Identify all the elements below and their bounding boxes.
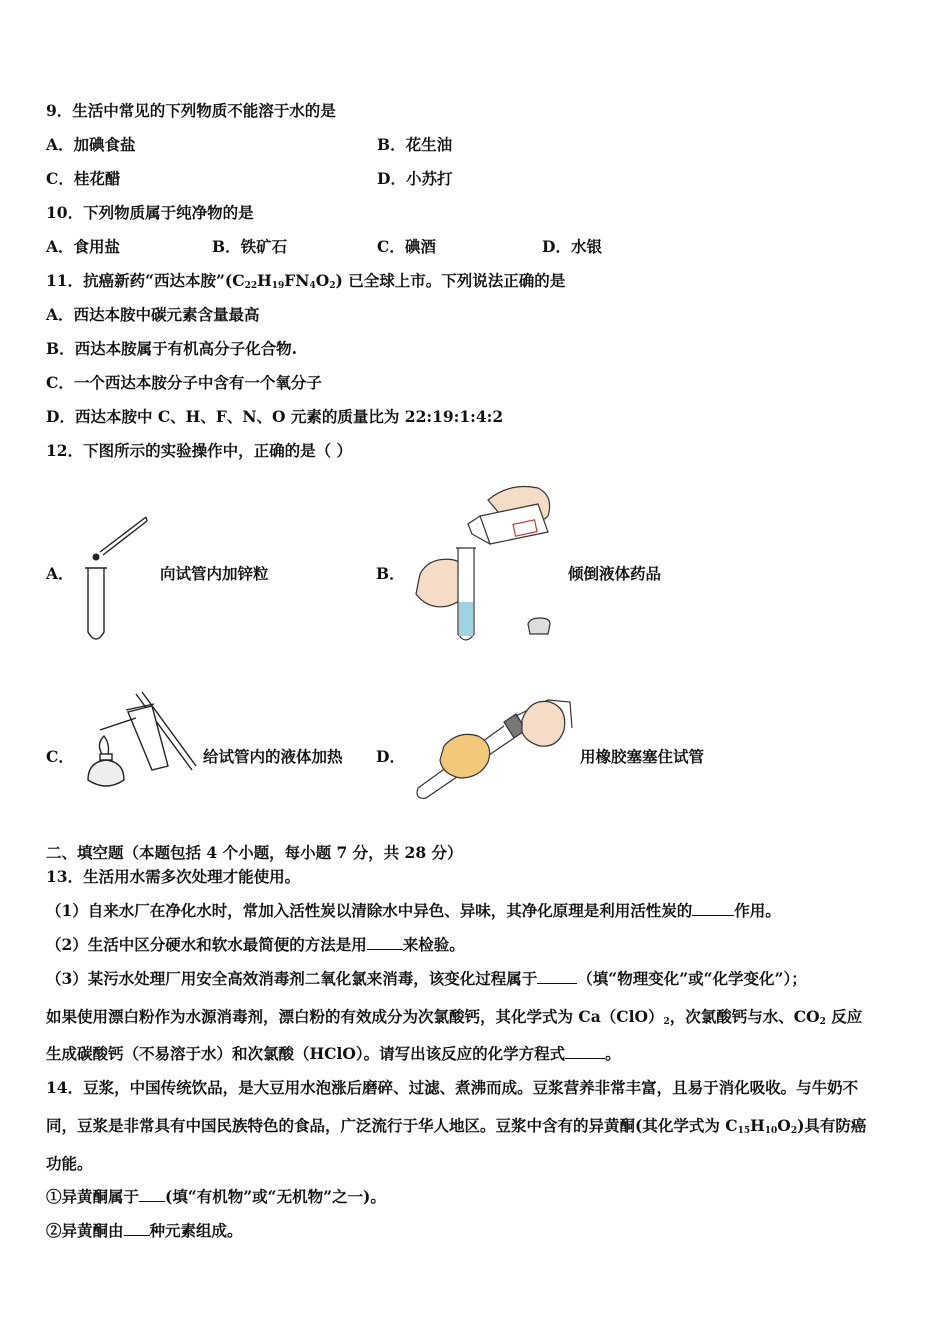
tweezers-test-tube-figure bbox=[76, 512, 156, 647]
pouring-liquid-figure bbox=[410, 482, 560, 647]
answer-blank[interactable] bbox=[537, 969, 577, 984]
q12-b-text: 倾倒液体药品 bbox=[568, 564, 662, 583]
q10-option-c: C．碘酒 bbox=[377, 237, 436, 256]
q13-part2: （2）生活中区分硬水和软水最简便的方法是用 来检验。 bbox=[46, 935, 465, 954]
q13-part3: （3）某污水处理厂用安全高效消毒剂二氧化氯来消毒，该变化过程属于 （填“物理变化”或“化学变化”）； bbox=[46, 969, 807, 988]
q12-b-label: B． bbox=[376, 564, 405, 583]
q13-part3-line3: 生成碳酸钙（不易溶于水）和次氯酸（HClO）。请写出该反应的化学方程式 。 bbox=[46, 1044, 621, 1063]
q10-stem: 10．下列物质属于纯净物的是 bbox=[46, 203, 254, 222]
q11-stem: 11．抗癌新药“西达本胺”(C22H19FN4O2) 已全球上市。下列说法正确的是 bbox=[46, 271, 566, 291]
q10-option-d: D．水银 bbox=[542, 237, 602, 256]
q13-stem: 13．生活用水需多次处理才能使用。 bbox=[46, 867, 301, 886]
q11-option-b: B．西达本胺属于有机高分子化合物. bbox=[46, 339, 297, 358]
answer-blank[interactable] bbox=[692, 901, 734, 916]
q9-option-a: A．加碘食盐 bbox=[46, 135, 136, 154]
answer-blank[interactable] bbox=[367, 935, 403, 950]
heating-test-tube-figure bbox=[80, 688, 200, 803]
q11-option-a: A．西达本胺中碳元素含量最高 bbox=[46, 305, 260, 324]
q13-part1: （1）自来水厂在净化水时，常加入活性炭以清除水中异色、异味，其净化原理是利用活性炭的 作用。 bbox=[46, 901, 781, 920]
q10-option-b: B．铁矿石 bbox=[212, 237, 288, 256]
answer-blank[interactable] bbox=[139, 1187, 165, 1202]
q14-line2: 同，豆浆是非常具有中国民族特色的食品，广泛流行于华人地区。豆浆中含有的异黄酮(其化学式为 C15H10O2)具有防癌 bbox=[46, 1116, 867, 1136]
q9-option-b: B．花生油 bbox=[377, 135, 453, 154]
q9-stem: 9．生活中常见的下列物质不能溶于水的是 bbox=[46, 101, 336, 120]
q12-stem: 12．下图所示的实验操作中，正确的是（ ） bbox=[46, 441, 352, 460]
q10-option-a: A．食用盐 bbox=[46, 237, 121, 256]
answer-blank[interactable] bbox=[565, 1044, 605, 1059]
q14-item2: ②异黄酮由 种元素组成。 bbox=[46, 1221, 243, 1240]
q12-a-label: A． bbox=[46, 564, 74, 583]
q14-line1: 14．豆浆，中国传统饮品，是大豆用水泡涨后磨碎、过滤、煮沸而成。豆浆营养非常丰富，且易于消化吸收。与牛奶不 bbox=[46, 1078, 859, 1097]
q11-option-c: C．一个西达本胺分子中含有一个氧分子 bbox=[46, 373, 322, 392]
q14-item1: ①异黄酮属于 (填“有机物”或“无机物”之一)。 bbox=[46, 1187, 386, 1206]
q12-c-text: 给试管内的液体加热 bbox=[203, 747, 343, 766]
section2-title: 二、填空题（本题包括 4 个小题，每小题 7 分，共 28 分） bbox=[46, 843, 463, 862]
q12-c-label: C． bbox=[46, 747, 74, 766]
q13-part3-line2: 如果使用漂白粉作为水源消毒剂，漂白粉的有效成分为次氯酸钙，其化学式为 Ca（ClO）2，次氯酸钙与水、CO2 反应 bbox=[46, 1007, 863, 1027]
q9-option-c: C．桂花醋 bbox=[46, 169, 121, 188]
q14-line3: 功能。 bbox=[46, 1154, 93, 1173]
q11-option-d: D．西达本胺中 C、H、F、N、O 元素的质量比为 22:19:1:4:2 bbox=[46, 407, 504, 426]
q12-a-text: 向试管内加锌粒 bbox=[160, 564, 269, 583]
answer-blank[interactable] bbox=[124, 1221, 150, 1236]
q12-d-label: D． bbox=[376, 747, 405, 766]
q12-d-text: 用橡胶塞塞住试管 bbox=[580, 747, 705, 766]
rubber-stopper-figure bbox=[408, 692, 578, 804]
q9-option-d: D．小苏打 bbox=[377, 169, 453, 188]
